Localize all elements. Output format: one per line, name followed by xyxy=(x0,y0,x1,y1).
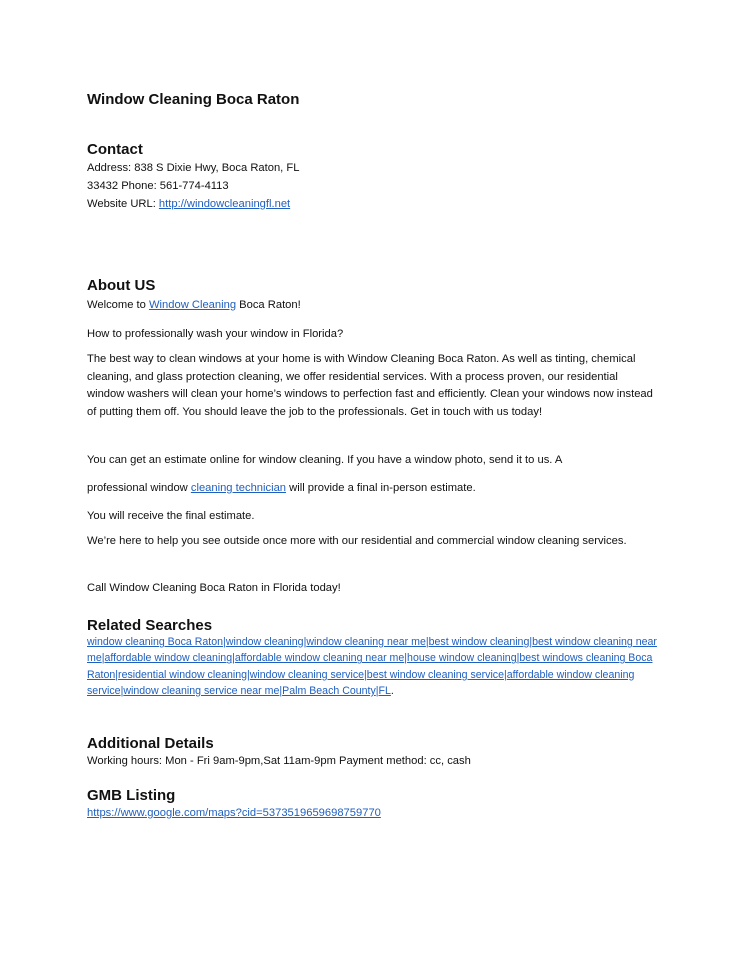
related-separator: | xyxy=(303,636,307,648)
window-cleaning-link[interactable]: Window Cleaning xyxy=(148,299,237,311)
related-search-link[interactable]: affordable window cleaning service xyxy=(87,668,635,697)
related-separator: | xyxy=(504,668,507,681)
question-line: How to professionally wash your window in Florida? xyxy=(87,328,344,340)
related-search-link[interactable]: window cleaning near me xyxy=(306,636,426,648)
related-separator: | xyxy=(223,636,226,648)
related-search-link[interactable]: house window cleaning xyxy=(407,652,517,665)
gmb-maps-link[interactable]: https://www.google.com/maps?cid=5373519659698759770 xyxy=(87,807,381,819)
related-search-link[interactable]: affordable window cleaning xyxy=(104,652,233,665)
related-searches-heading: Related Searches xyxy=(87,617,213,634)
related-search-link[interactable]: best window cleaning near me xyxy=(87,636,657,665)
additional-details-section xyxy=(87,735,657,770)
related-search-link[interactable]: window cleaning service near me xyxy=(123,684,280,697)
technician-suffix: will provide a final in-person estimate. xyxy=(289,482,476,494)
contact-section xyxy=(87,141,657,213)
related-search-link[interactable]: affordable window cleaning near me xyxy=(234,652,405,665)
working-hours: Working hours: Mon - Fri 9am-9pm,Sat 11am-9pm Payment method: cc, cash xyxy=(87,755,471,767)
additional-details-heading: Additional Details xyxy=(87,735,214,752)
welcome-suffix: Boca Raton! xyxy=(239,299,301,311)
related-separator: | xyxy=(101,652,105,665)
related-search-link[interactable]: window cleaning Boca Raton xyxy=(87,636,224,648)
help-paragraph: We’re here to help you see outside once more with our residential and commercial window cleaning services. xyxy=(87,535,627,547)
related-search-link[interactable]: best windows cleaning Boca Raton xyxy=(87,652,653,681)
related-search-link[interactable]: window cleaning service xyxy=(249,668,365,681)
about-body: The best way to clean windows at your home is with Window Cleaning Boca Raton. As well as tinting, chemical cleaning, and glass protection cleaning, we offer residential services. With a process proven, our residential window washers will clean your home’s windows to perfection fast and efficiently. Clean your windows now instead of putting them off. You should leave the job to the professionals. Get in touch with us today! xyxy=(87,353,653,418)
related-separator: | xyxy=(247,668,250,681)
related-separator: | xyxy=(115,668,119,681)
related-separator: | xyxy=(425,636,429,648)
about-section xyxy=(87,277,657,314)
technician-prefix: professional window xyxy=(87,482,188,494)
contact-heading: Contact xyxy=(87,141,143,158)
related-end-period: . xyxy=(390,684,394,697)
related-separator: | xyxy=(375,684,379,697)
gmb-listing-section xyxy=(87,787,657,822)
related-search-link[interactable]: FL xyxy=(378,684,391,697)
related-separator: | xyxy=(279,684,283,697)
address-line-2: 33432 Phone: 561-774-4113 xyxy=(87,180,229,192)
related-separator: | xyxy=(404,652,408,665)
related-search-link[interactable]: window cleaning xyxy=(225,636,304,648)
gmb-url-line xyxy=(87,804,657,822)
cleaning-technician-link[interactable]: cleaning technician xyxy=(190,482,287,494)
related-search-link[interactable]: residential window cleaning xyxy=(118,668,248,681)
estimate-line: You can get an estimate online for window cleaning. If you have a window photo, send it to us. A xyxy=(87,454,563,466)
final-estimate-line: You will receive the final estimate. xyxy=(87,510,255,522)
related-separator: | xyxy=(232,652,235,665)
related-search-link[interactable]: best window cleaning xyxy=(428,636,530,648)
website-label: Website URL: xyxy=(87,198,156,210)
call-line: Call Window Cleaning Boca Raton in Florida today! xyxy=(87,582,341,594)
related-separator: | xyxy=(120,684,124,697)
related-separator: | xyxy=(516,652,520,665)
related-separator: | xyxy=(529,636,533,648)
about-heading: About US xyxy=(87,277,156,294)
related-search-link[interactable]: Palm Beach County xyxy=(282,684,376,697)
website-link[interactable]: http://windowcleaningfl.net xyxy=(158,198,291,210)
address-line-1: Address: 838 S Dixie Hwy, Boca Raton, FL xyxy=(87,162,300,174)
document-title: Window Cleaning Boca Raton xyxy=(87,91,300,108)
related-searches-section xyxy=(87,617,657,699)
related-separator: | xyxy=(364,668,367,681)
gmb-listing-heading: GMB Listing xyxy=(87,787,176,804)
website-line xyxy=(87,195,657,213)
welcome-line xyxy=(87,296,657,314)
related-links-list xyxy=(87,634,657,699)
technician-line xyxy=(87,479,657,497)
related-search-link[interactable]: best window cleaning service xyxy=(366,668,504,681)
welcome-prefix: Welcome to xyxy=(87,299,146,311)
